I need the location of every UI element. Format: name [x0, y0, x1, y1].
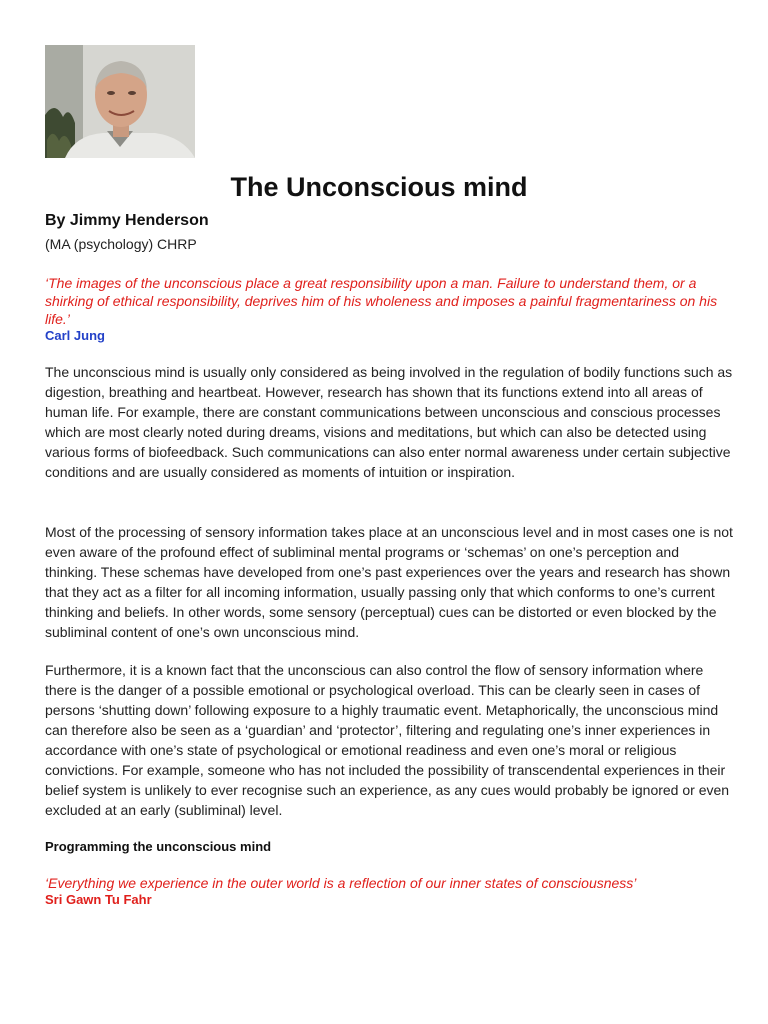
- body-paragraph-3: Furthermore, it is a known fact that the unconscious can also control the flow of sensory information where there is the danger of a possible emotional or psychological overload. This can be clearly seen in cases of persons ‘shutting down’ following exposure to a highly traumatic event. Metaphorically, the unconscious mind can therefore also be seen as a ‘guardian’ and ‘protector’, filtering and regulating one’s inner experiences in accordance with one’s state of psychological or emotional readiness and even one’s moral or religious convictions. For example, someone who has not included the possibility of transcendental experiences in their belief system is unlikely to ever recognise such an experience, as any cues would probably be ignored or even excluded at an early (subliminal) level.: [45, 662, 730, 818]
- author-portrait-image: [45, 45, 195, 158]
- author-byline: By Jimmy Henderson: [45, 212, 209, 229]
- epigraph-quote: ‘The images of the unconscious place a great responsibility upon a man. Failure to understand them, or a shirking of ethical responsibility, deprives him of his wholeness and imposes a painful fragmentariness on his life.’: [45, 275, 718, 327]
- page-title: The Unconscious mind: [230, 172, 528, 202]
- body-paragraph-2: Most of the processing of sensory information takes place at an unconscious level and in most cases one is not even aware of the profound effect of subliminal mental programs or ‘schemas’ on one’s perception and thinking. These schemas have developed from one’s past experiences over the years and research has shown that they act as a filter for all incoming information, usually passing only that which conforms to one’s current thinking and beliefs. In other words, some sensory (perceptual) cues can be distorted or even blocked by the subliminal content of one’s own unconscious mind.: [45, 524, 733, 640]
- quote-attribution: Carl Jung: [45, 328, 105, 343]
- section-quote: ‘Everything we experience in the outer world is a reflection of our inner states of consciousness’: [45, 875, 637, 891]
- section-heading: Programming the unconscious mind: [45, 839, 272, 854]
- body-paragraph-1: The unconscious mind is usually only considered as being involved in the regulation of bodily functions such as digestion, breathing and heartbeat. However, research has shown that its functions extend into all areas of human life. For example, there are constant communications between unconscious and conscious processes which are most clearly noted during dreams, visions and meditations, but which can also be detected using various forms of biofeedback. Such communications can also enter normal awareness under certain subjective conditions and are usually considered as moments of intuition or inspiration.: [45, 364, 733, 480]
- author-photo: [45, 45, 195, 158]
- section-quote-attribution: Sri Gawn Tu Fahr: [45, 892, 152, 907]
- author-credentials: (MA (psychology) CHRP: [45, 236, 197, 252]
